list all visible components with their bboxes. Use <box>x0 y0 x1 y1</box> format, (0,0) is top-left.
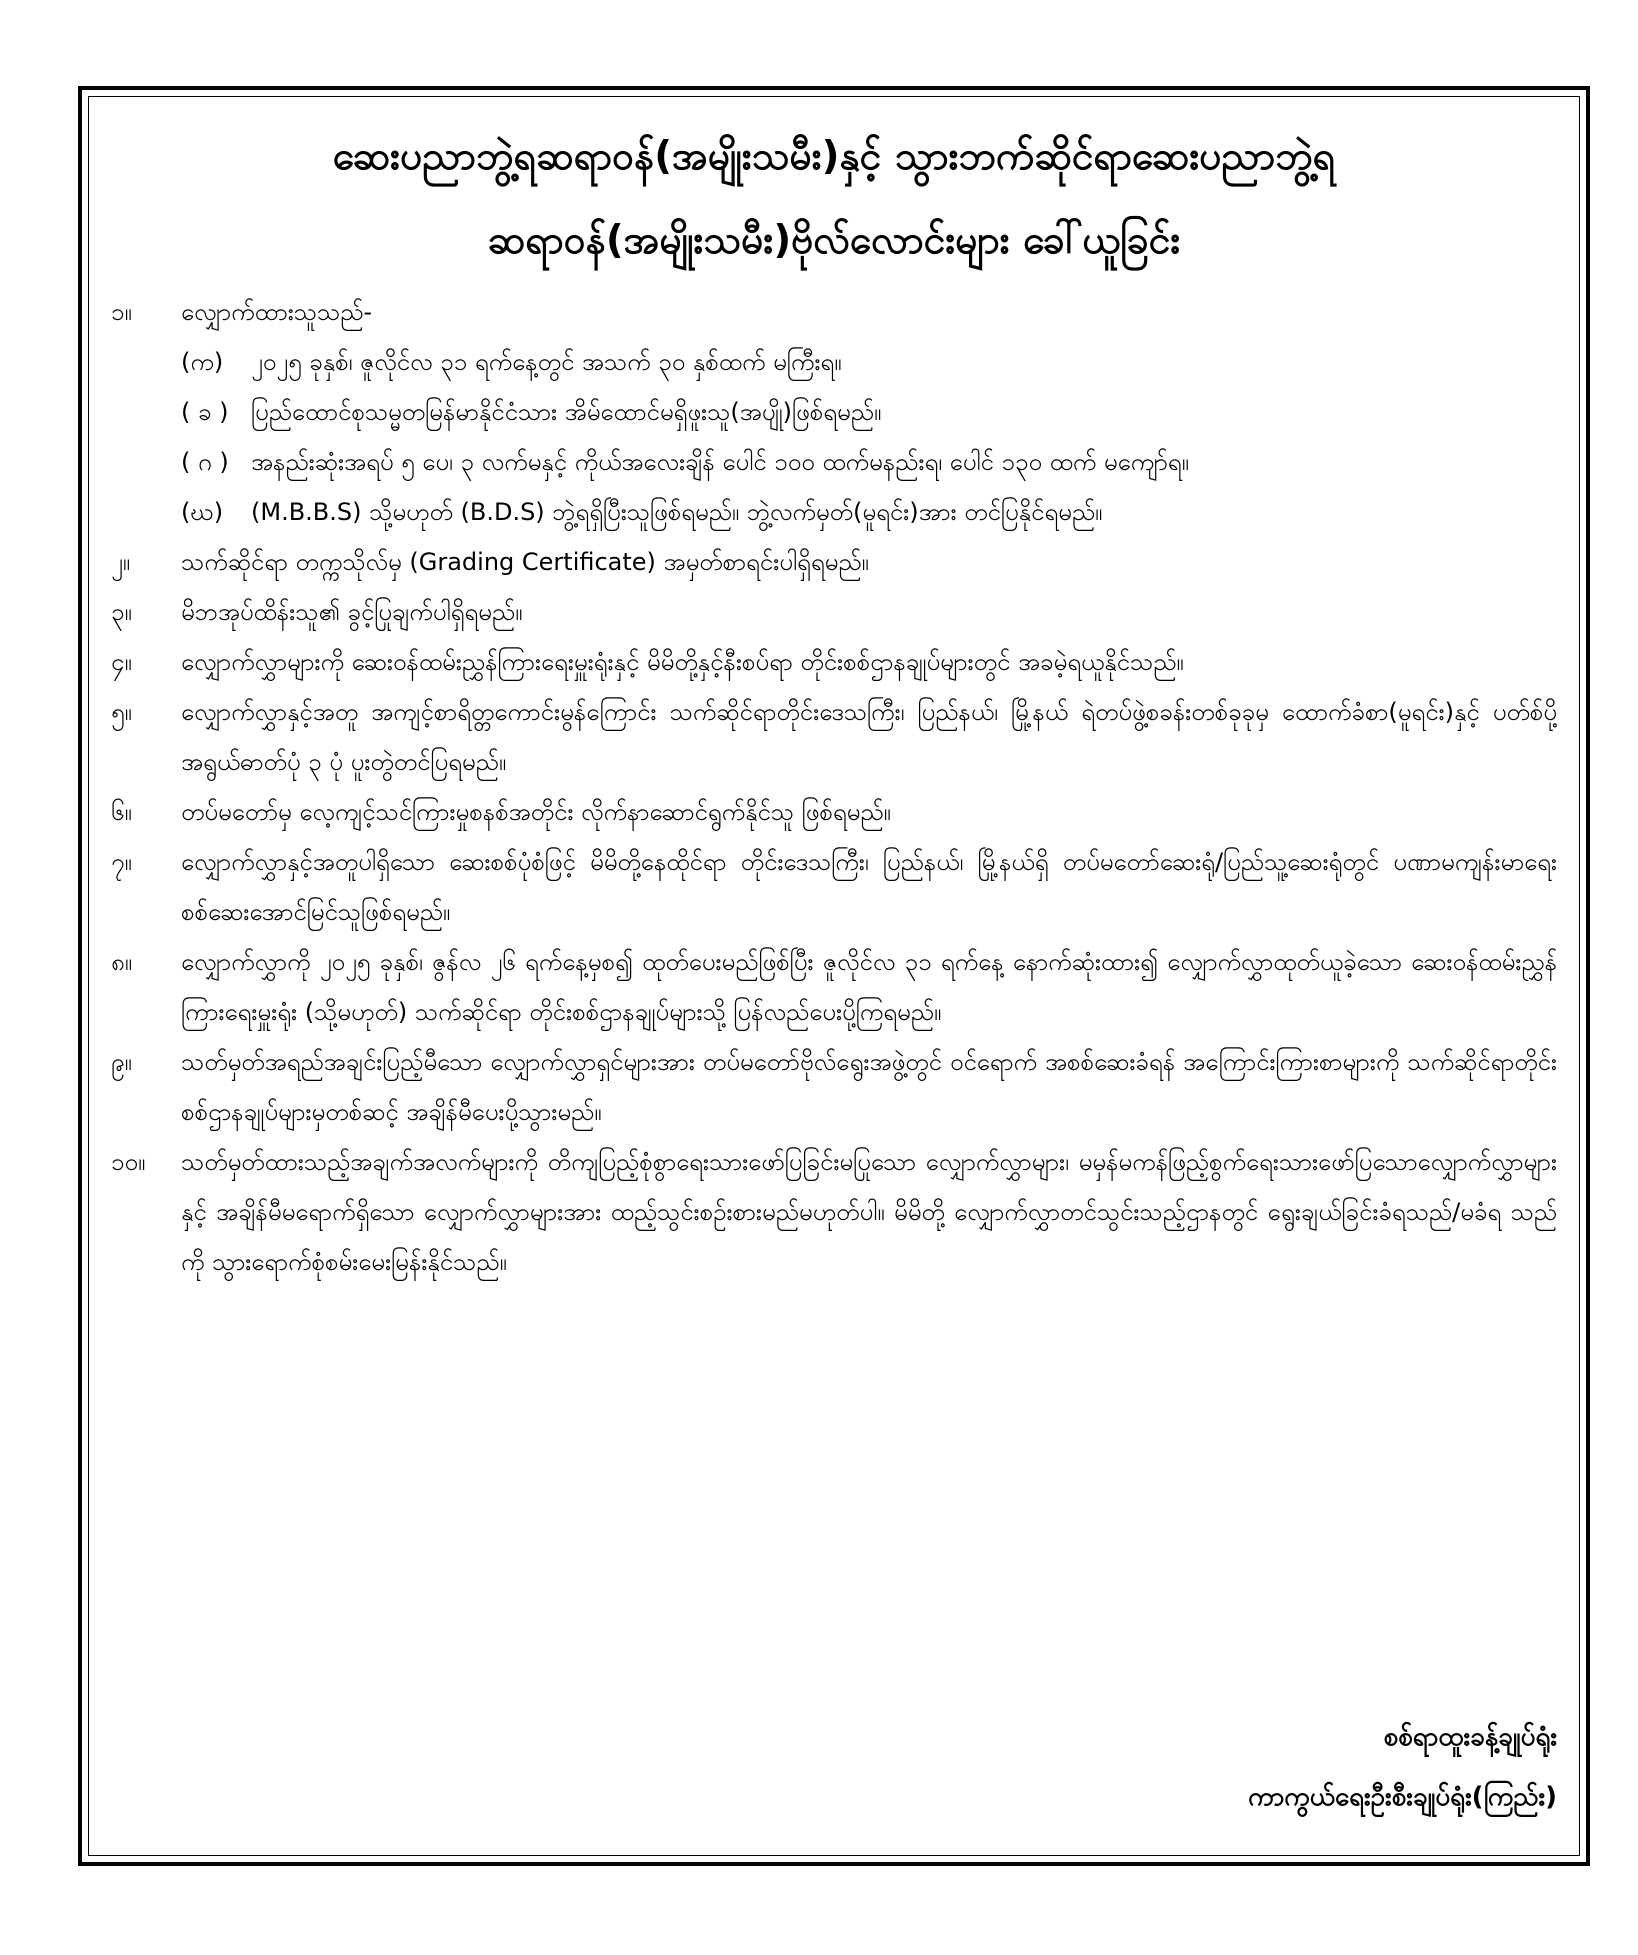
title-line-2: ဆရာဝန်(အမျိုးသမီး)ဗိုလ်လောင်းများ ခေါ်ယူခြင်း <box>487 218 1181 263</box>
item-text: လျှောက်ထားသူသည်- <box>181 298 373 326</box>
item-text: မိဘအုပ်ထိန်းသူ၏ ခွင့်ပြုချက်ပါရှိရမည်။ <box>181 598 523 626</box>
item-text: တပ်မတော်မှ လေ့ကျင့်သင်ကြားမှုစနစ်အတိုင်း လိုက်နာဆောင်ရွက်နိုင်သူ ဖြစ်ရမည်။ <box>181 798 891 826</box>
item-number: ၈။ <box>111 948 132 976</box>
item-text: လျှောက်လွှာများကို ဆေးဝန်ထမ်းညွှန်ကြားရေးမှူးရုံးနှင့် မိမိတို့နှင့်နီးစပ်ရာ တိုင်းစစ်ဌာနချုပ်များတွင် အခမဲ့ရယူနိုင်သည်။ <box>181 648 1184 676</box>
item-text: သတ်မှတ်အရည်အချင်းပြည့်မီသော လျှောက်လွှာရှင်များအား တပ်မတော်ဗိုလ်ရွေးအဖွဲ့တွင် ဝင်ရောက် အစစ်ဆေးခံရန် အကြောင်းကြားစာများကို သက်ဆိုင်ရာတိုင်းစစ်ဌာနချုပ်များမှတစ်ဆင့် အချိန်မီပေးပို့သွားမည်။ <box>181 1048 1557 1126</box>
item-4 <box>111 637 1557 687</box>
sub-item-text: အနည်းဆုံးအရပ် ၅ ပေ၊ ၃ လက်မနှင့် ကိုယ်အလေးချိန် ပေါင် ၁၀၀ ထက်မနည်းရ၊ ပေါင် ၁၃၀ ထက် မကျော်ရ။ <box>251 448 1189 476</box>
item-text: လျှောက်လွှာကို ၂၀၂၅ ခုနှစ်၊ ဇွန်လ ၂၆ ရက်နေ့မှစ၍ ထုတ်ပေးမည်ဖြစ်ပြီး ဇူလိုင်လ ၃၁ ရက်နေ့ နောက်ဆုံးထား၍ လျှောက်လွှာထုတ်ယူခဲ့သော ဆေးဝန်ထမ်းညွှန်ကြားရေးမှူးရုံး (သို့မဟုတ်) သက်ဆိုင်ရာ တိုင်းစစ်ဌာနချုပ်များသို့ ပြန်လည်ပေးပို့ကြရမည်။ <box>181 948 1557 1026</box>
sub-item-gha <box>111 487 1557 537</box>
item-9 <box>111 1037 1557 1137</box>
sub-item-kha <box>111 387 1557 437</box>
document-outer-border <box>78 86 1590 1866</box>
signature-line-1: စစ်ရာထူးခန့်ချုပ်ရုံး <box>1383 1722 1557 1752</box>
sub-item-label: ( ခ ) <box>181 398 229 426</box>
item-text: လျှောက်လွှာနှင့်အတူပါရှိသော ဆေးစစ်ပုံစံဖြင့် မိမိတို့နေထိုင်ရာ တိုင်းဒေသကြီး၊ ပြည်နယ်၊ မြို့နယ်ရှိ တပ်မတော်ဆေးရုံ/ပြည်သူ့ဆေးရုံတွင် ပဏာမကျန်းမာရေး စစ်ဆေးအောင်မြင်သူဖြစ်ရမည်။ <box>181 848 1557 926</box>
document-inner-border <box>88 96 1580 1856</box>
item-8 <box>111 937 1557 1037</box>
sub-item-ka <box>111 337 1557 387</box>
item-number: ၅။ <box>111 698 132 726</box>
document-content <box>111 115 1557 1837</box>
title-line-1: ဆေးပညာဘွဲ့ရဆရာဝန်(အမျိုးသမီး)နှင့် သွားဘက်ဆိုင်ရာဆေးပညာဘွဲ့ရ <box>332 134 1336 179</box>
signature-line-2: ကာကွယ်ရေးဦးစီးချုပ်ရုံး(ကြည်း) <box>1248 1782 1557 1812</box>
item-number: ၆။ <box>111 798 132 826</box>
item-number: ၁။ <box>111 298 132 326</box>
item-number: ၁၀။ <box>111 1148 146 1176</box>
item-3 <box>111 587 1557 637</box>
sub-item-label: ( ဂ ) <box>181 448 229 476</box>
sub-item-text: ၂၀၂၅ ခုနှစ်၊ ဇူလိုင်လ ၃၁ ရက်နေ့တွင် အသက် ၃၀ နှစ်ထက် မကြီးရ။ <box>251 348 842 376</box>
item-2 <box>111 537 1557 587</box>
item-text: လျှောက်လွှာနှင့်အတူ အကျင့်စာရိတ္တကောင်းမွန်ကြောင်း သက်ဆိုင်ရာတိုင်းဒေသကြီး၊ ပြည်နယ်၊ မြို့နယ် ရဲတပ်ဖွဲ့စခန်းတစ်ခုခုမှ ထောက်ခံစာ(မူရင်း)နှင့် ပတ်စ်ပို့အရွယ်ဓာတ်ပုံ ၃ ပုံ ပူးတွဲတင်ပြရမည်။ <box>181 698 1557 776</box>
sub-item-text: ပြည်ထောင်စုသမ္မတမြန်မာနိုင်ငံသား အိမ်ထောင်မရှိဖူးသူ(အပျို)ဖြစ်ရမည်။ <box>251 398 882 426</box>
item-number: ၄။ <box>111 648 132 676</box>
item-5 <box>111 687 1557 787</box>
item-10 <box>111 1137 1557 1287</box>
item-number: ၇။ <box>111 848 132 876</box>
item-text: သတ်မှတ်ထားသည့်အချက်အလက်များကို တိကျပြည့်စုံစွာရေးသားဖော်ပြခြင်းမပြုသော လျှောက်လွှာများ၊ မမှန်မကန်ဖြည့်စွက်ရေးသားဖော်ပြသောလျှောက်လွှာများနှင့် အချိန်မီမရောက်ရှိသော လျှောက်လွှာများအား ထည့်သွင်းစဉ်းစားမည်မဟုတ်ပါ။ မိမိတို့ လျှောက်လွှာတင်သွင်းသည့်ဌာနတွင် ရွေးချယ်ခြင်းခံရသည်/မခံရ သည်ကို သွားရောက်စုံစမ်းမေးမြန်းနိုင်သည်။ <box>181 1148 1557 1276</box>
sub-item-label: (ဃ) <box>181 498 224 526</box>
sub-item-label: (က) <box>181 348 224 376</box>
document-title <box>111 115 1557 283</box>
item-text: သက်ဆိုင်ရာ တက္ကသိုလ်မှ (Grading Certificate) အမှတ်စာရင်းပါရှိရမည်။ <box>181 548 869 576</box>
item-6 <box>111 787 1557 837</box>
item-number: ၂။ <box>111 548 131 576</box>
item-1 <box>111 287 1557 337</box>
signature-block <box>1248 1707 1557 1827</box>
item-number: ၉။ <box>111 1048 132 1076</box>
item-7 <box>111 837 1557 937</box>
item-number: ၃။ <box>111 598 132 626</box>
sub-item-ga <box>111 437 1557 487</box>
sub-item-text: (M.B.B.S) သို့မဟုတ် (B.D.S) ဘွဲ့ရရှိပြီးသူဖြစ်ရမည်။ ဘွဲ့လက်မှတ်(မူရင်း)အား တင်ပြနိုင်ရမည်။ <box>251 498 1103 526</box>
